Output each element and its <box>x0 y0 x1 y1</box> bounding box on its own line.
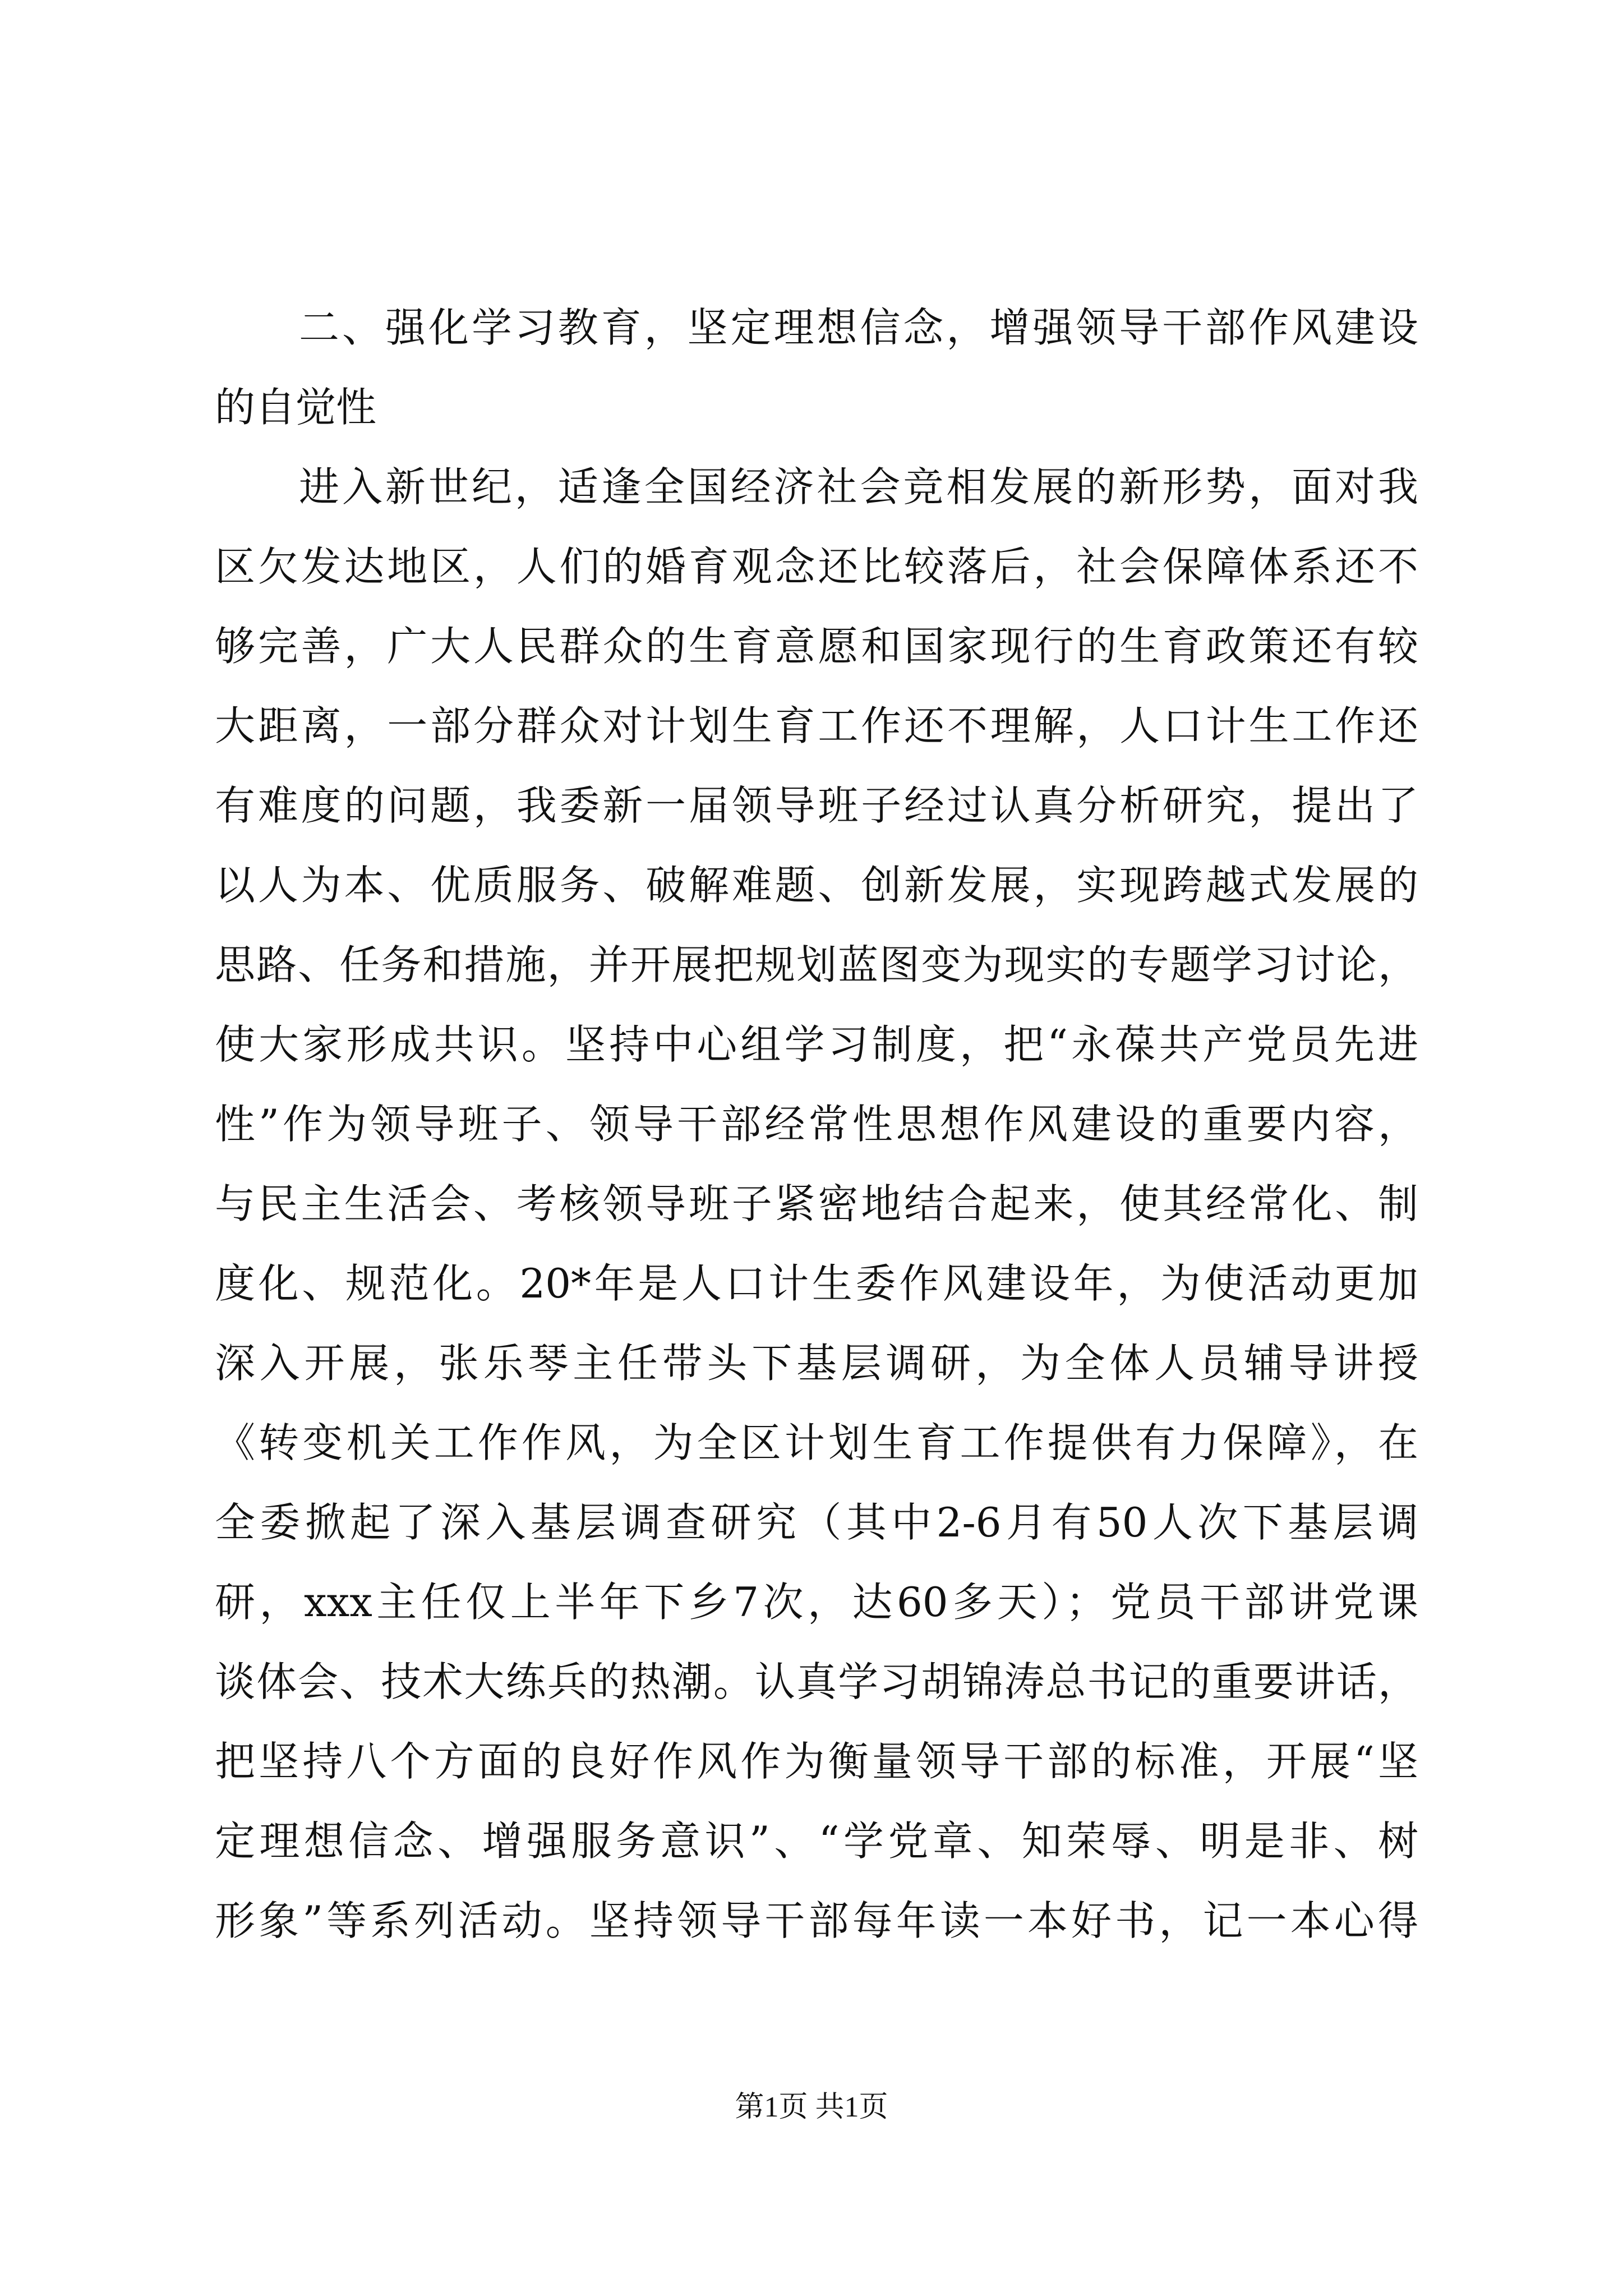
section-heading <box>215 288 1418 447</box>
heading-line: 二、强化学习教育，坚定理想信念，增强领导干部作风建设 <box>299 304 1418 351</box>
paragraph-line: 全委掀起了深入基层调查研究（其中2-6月有50人次下基层调 <box>215 1499 1418 1546</box>
paragraph-line: 思路、任务和措施，并开展把规划蓝图变为现实的专题学习讨论， <box>215 941 1418 988</box>
paragraph-line: 使大家形成共识。坚持中心组学习制度，把“永葆共产党员先进 <box>215 1021 1418 1068</box>
heading-line: 的自觉性 <box>215 384 377 431</box>
document-body <box>215 288 1418 1961</box>
paragraph-line: 以人为本、优质服务、破解难题、创新发展，实现跨越式发展的 <box>215 862 1418 909</box>
paragraph-line: 深入开展，张乐琴主任带头下基层调研，为全体人员辅导讲授 <box>215 1340 1418 1387</box>
paragraph-line: 《转变机关工作作风，为全区计划生育工作提供有力保障》，在 <box>215 1419 1418 1466</box>
paragraph-line: 大距离，一部分群众对计划生育工作还不理解，人口计生工作还 <box>215 702 1418 749</box>
page-footer <box>0 2091 1623 2124</box>
paragraph-line: 性”作为领导班子、领导干部经常性思想作风建设的重要内容， <box>215 1101 1418 1148</box>
paragraph-line: 研，xxx主任仅上半年下乡7次，达60多天）；党员干部讲党课 <box>215 1579 1418 1626</box>
paragraph-line: 进入新世纪，适逢全国经济社会竞相发展的新形势，面对我 <box>299 463 1418 510</box>
paragraph-line: 形象”等系列活动。坚持领导干部每年读一本好书，记一本心得 <box>215 1897 1418 1944</box>
paragraph-line: 有难度的问题，我委新一届领导班子经过认真分析研究，提出了 <box>215 782 1418 829</box>
paragraph-line: 与民主生活会、考核领导班子紧密地结合起来，使其经常化、制 <box>215 1180 1418 1227</box>
paragraph-line: 把坚持八个方面的良好作风作为衡量领导干部的标准，开展“坚 <box>215 1738 1418 1785</box>
paragraph-line: 谈体会、技术大练兵的热潮。认真学习胡锦涛总书记的重要讲话， <box>215 1658 1418 1705</box>
paragraph-line: 区欠发达地区，人们的婚育观念还比较落后，社会保障体系还不 <box>215 543 1418 590</box>
paragraph-line: 度化、规范化。20*年是人口计生委作风建设年，为使活动更加 <box>215 1260 1418 1307</box>
body-paragraph <box>215 447 1418 1961</box>
page-number-label: 第1页 共1页 <box>735 2091 888 2123</box>
paragraph-line: 定理想信念、增强服务意识”、“学党章、知荣辱、明是非、树 <box>215 1818 1418 1865</box>
paragraph-line: 够完善，广大人民群众的生育意愿和国家现行的生育政策还有较 <box>215 623 1418 670</box>
